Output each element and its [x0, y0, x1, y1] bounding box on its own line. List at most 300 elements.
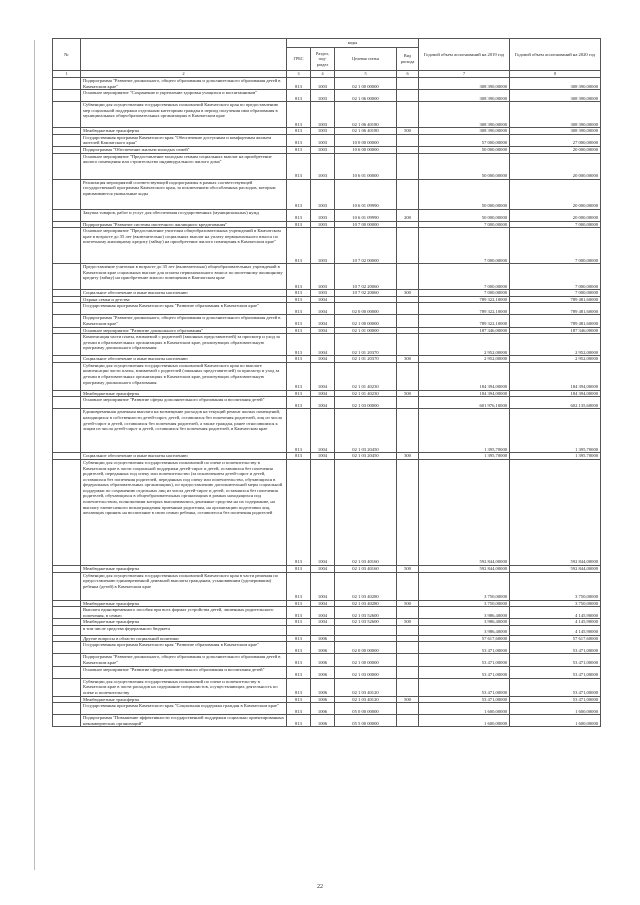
row-section-cell: 1003 — [311, 179, 335, 209]
row-grbs-cell: 813 — [287, 90, 311, 102]
colnum: 5 — [335, 71, 397, 78]
row-name-cell: Подпрограмма "Повышение эффективности государственной поддержки социально ориентированных некоммерческих организаций" — [81, 715, 287, 727]
row-expense-type-cell — [397, 296, 419, 303]
row-2019-cell: 2 952,00000 — [419, 356, 510, 363]
row-target-article-cell: 02 1 01 40230 — [335, 390, 397, 397]
row-grbs-cell: 813 — [287, 715, 311, 727]
row-2020-cell: 20 000,00000 — [510, 209, 601, 221]
row-name-cell: Подпрограмма "Развитие дошкольного, общего образования и дополнительного образования детей в Камчатском крае" — [81, 315, 287, 327]
row-section-cell: 1004 — [311, 327, 335, 334]
row-section-cell: 1004 — [311, 296, 335, 303]
table-row — [53, 642, 601, 654]
row-section-cell: 1004 — [311, 397, 335, 409]
header-2020: Годовой объем ассигнований на 2020 год — [510, 39, 601, 71]
row-2019-cell: 50 000,00000 — [419, 153, 510, 179]
row-expense-type-cell — [397, 715, 419, 727]
row-name-cell: Государственная программа Камчатского края "Социальная поддержка граждан в Камчатском крае" — [81, 703, 287, 715]
row-2020-cell: 1 395,70000 — [510, 453, 601, 460]
row-section-cell: 1004 — [311, 356, 335, 363]
colnum: 7 — [419, 71, 510, 78]
row-2019-cell: 57 000,00000 — [419, 134, 510, 146]
row-target-article-cell: 02 1 01 20370 — [335, 334, 397, 356]
row-grbs-cell: 813 — [287, 102, 311, 128]
row-2019-cell: 7 000,00000 — [419, 290, 510, 297]
row-2019-cell: 184 394,00000 — [419, 362, 510, 390]
row-2020-cell: 3 750,00000 — [510, 600, 601, 607]
row-2020-cell: 789 481,60000 — [510, 296, 601, 303]
row-name-cell: Государственная программа Камчатского края "Развитие образования в Камчатском крае" — [81, 642, 287, 654]
row-2020-cell: 7 000,00000 — [510, 228, 601, 264]
row-section-cell: 1004 — [311, 303, 335, 315]
row-2020-cell: 1 395,70000 — [510, 409, 601, 453]
table-body — [53, 78, 601, 727]
row-2020-cell: 2 952,00000 — [510, 334, 601, 356]
row-section-cell: 1003 — [311, 264, 335, 290]
row-name-cell: Государственная программа Камчатского края "Развитие образования в Камчатском крае" — [81, 303, 287, 315]
row-section-cell: 1004 — [311, 362, 335, 390]
row-2020-cell: 53 471,00000 — [510, 666, 601, 678]
row-section-cell: 1006 — [311, 696, 335, 703]
header-section: Раздел, под-раздел — [311, 48, 335, 71]
row-2019-cell: 308 390,00000 — [419, 102, 510, 128]
row-2020-cell: 3 750,00000 — [510, 572, 601, 600]
row-target-article-cell: 10 6 00 00000 — [335, 146, 397, 153]
row-grbs-cell: 813 — [287, 290, 311, 297]
row-2019-cell: 308 390,00000 — [419, 90, 510, 102]
row-target-article-cell: 10 6 01 09990 — [335, 209, 397, 221]
row-2019-cell: 2 952,00000 — [419, 334, 510, 356]
row-target-article-cell: 02 1 03 52600 — [335, 619, 397, 626]
table-row — [53, 290, 601, 297]
row-name-cell: Субвенции для осуществления государственных полномочий Камчатского края по выплате компенсации части платы, взимаемой с родителей (законных представителей) за присмотр и уход за детьми в образовательных организациях в Камчатском крае, реализующих образовательную программу дошкольного образования — [81, 362, 287, 390]
row-section-cell: 1003 — [311, 146, 335, 153]
row-section-cell: 1003 — [311, 78, 335, 90]
row-section-cell: 1004 — [311, 334, 335, 356]
column-number-row — [53, 71, 601, 78]
table-row — [53, 600, 601, 607]
row-2019-cell: 53 471,00000 — [419, 678, 510, 696]
row-name-cell: Субвенции для осуществления государственных полномочий по опеке и попечительству в Камчатском крае в части расходов на содержание специалистов, осуществляющих деятельность по опеке и попечительству — [81, 678, 287, 696]
row-expense-type-cell: 300 — [397, 290, 419, 297]
row-2020-cell: 1 600,00000 — [510, 715, 601, 727]
row-expense-type-cell: 500 — [397, 619, 419, 626]
row-target-article-cell: 10 7 02 00000 — [335, 228, 397, 264]
row-grbs-cell: 813 — [287, 390, 311, 397]
row-expense-type-cell — [397, 654, 419, 666]
row-grbs-cell: 813 — [287, 179, 311, 209]
row-target-article-cell — [335, 625, 397, 635]
row-target-article-cell: 10 0 00 00000 — [335, 134, 397, 146]
row-grbs-cell: 813 — [287, 356, 311, 363]
row-expense-type-cell — [397, 303, 419, 315]
row-2019-cell: 1 395,70000 — [419, 453, 510, 460]
table-row — [53, 327, 601, 334]
table-row — [53, 334, 601, 356]
row-2020-cell: 7 000,00000 — [510, 290, 601, 297]
row-section-cell: 1003 — [311, 128, 335, 135]
row-grbs-cell: 813 — [287, 303, 311, 315]
row-2019-cell: 50 000,00000 — [419, 209, 510, 221]
row-expense-type-cell — [397, 678, 419, 696]
row-grbs-cell: 813 — [287, 654, 311, 666]
table-row — [53, 102, 601, 128]
row-target-article-cell: 02 1 00 00000 — [335, 654, 397, 666]
header-2019: Годовой объем ассигнований на 2019 год — [419, 39, 510, 71]
row-name-cell: Социальное обеспечение и иные выплаты населению — [81, 453, 287, 460]
row-2019-cell: 592 844,00000 — [419, 565, 510, 572]
row-grbs-cell: 813 — [287, 397, 311, 409]
row-2020-cell: 2 952,00000 — [510, 356, 601, 363]
row-number-cell — [53, 221, 81, 228]
row-expense-type-cell: 500 — [397, 390, 419, 397]
row-name-cell: Другие вопросы в области социальной политики — [81, 635, 287, 642]
row-number-cell — [53, 600, 81, 607]
budget-table — [52, 38, 601, 727]
table-row — [53, 264, 601, 290]
table-row — [53, 715, 601, 727]
row-number-cell — [53, 264, 81, 290]
row-grbs-cell: 813 — [287, 678, 311, 696]
row-grbs-cell: 813 — [287, 635, 311, 642]
row-grbs-cell: 813 — [287, 619, 311, 626]
row-target-article-cell: 02 0 00 00000 — [335, 303, 397, 315]
row-2020-cell: 53 471,00000 — [510, 642, 601, 654]
row-number-cell — [53, 153, 81, 179]
header-name — [81, 39, 287, 71]
row-number-cell — [53, 696, 81, 703]
row-expense-type-cell: 500 — [397, 128, 419, 135]
row-expense-type-cell — [397, 228, 419, 264]
row-grbs-cell: 813 — [287, 565, 311, 572]
row-number-cell — [53, 179, 81, 209]
row-number-cell — [53, 715, 81, 727]
row-target-article-cell: 02 1 03 40120 — [335, 696, 397, 703]
row-number-cell — [53, 409, 81, 453]
row-section-cell: 1006 — [311, 678, 335, 696]
table-row — [53, 146, 601, 153]
row-number-cell — [53, 78, 81, 90]
row-name-cell: Субвенции для осуществления государственных полномочий Камчатского края в части решения по предоставлению единовременной денежной выплаты гражданам, усыновившим (удочерившим) ребенка (детей) в Камчатском крае — [81, 572, 287, 600]
row-grbs-cell: 813 — [287, 78, 311, 90]
row-expense-type-cell — [397, 334, 419, 356]
row-section-cell: 1004 — [311, 572, 335, 600]
row-2020-cell: 184 394,00000 — [510, 390, 601, 397]
row-number-cell — [53, 635, 81, 642]
row-target-article-cell: 02 1 00 00000 — [335, 78, 397, 90]
row-name-cell: Межбюджетные трансферты — [81, 600, 287, 607]
row-target-article-cell: 02 0 00 00000 — [335, 642, 397, 654]
row-grbs-cell: 813 — [287, 228, 311, 264]
scan-edge-line — [34, 40, 35, 870]
row-grbs-cell: 813 — [287, 209, 311, 221]
row-expense-type-cell — [397, 625, 419, 635]
colnum: 2 — [81, 71, 287, 78]
row-expense-type-cell — [397, 397, 419, 409]
table-row — [53, 696, 601, 703]
row-number-cell — [53, 607, 81, 619]
row-number-cell — [53, 572, 81, 600]
row-expense-type-cell — [397, 703, 419, 715]
row-section-cell: 1006 — [311, 654, 335, 666]
row-section-cell: 1006 — [311, 703, 335, 715]
row-2020-cell: 57 617,60000 — [510, 635, 601, 642]
row-2019-cell: 3 750,00000 — [419, 572, 510, 600]
row-target-article-cell: 10 6 01 09990 — [335, 179, 397, 209]
row-expense-type-cell — [397, 221, 419, 228]
row-grbs-cell: 813 — [287, 459, 311, 565]
table-row — [53, 572, 601, 600]
row-section-cell: 1004 — [311, 459, 335, 565]
table-row — [53, 221, 601, 228]
row-number-cell — [53, 303, 81, 315]
row-2019-cell: 7 000,00000 — [419, 264, 510, 290]
row-2020-cell: 53 471,00000 — [510, 678, 601, 696]
table-row — [53, 78, 601, 90]
row-expense-type-cell — [397, 666, 419, 678]
row-2019-cell: 592 844,00000 — [419, 459, 510, 565]
row-expense-type-cell — [397, 327, 419, 334]
row-section-cell: 1003 — [311, 90, 335, 102]
table-row — [53, 390, 601, 397]
row-number-cell — [53, 296, 81, 303]
row-section-cell: 1003 — [311, 102, 335, 128]
row-2020-cell: 592 844,00000 — [510, 459, 601, 565]
row-2019-cell: 7 000,00000 — [419, 221, 510, 228]
row-2019-cell: 57 617,60000 — [419, 635, 510, 642]
table-row — [53, 303, 601, 315]
row-name-cell: Основное мероприятие "Предоставление молодым семьям социальных выплат на приобретение жилого помещения или строительство индивидуального жилого дома" — [81, 153, 287, 179]
row-target-article-cell: 02 1 06 40180 — [335, 128, 397, 135]
row-number-cell — [53, 703, 81, 715]
row-number-cell — [53, 362, 81, 390]
row-number-cell — [53, 327, 81, 334]
row-expense-type-cell: 300 — [397, 356, 419, 363]
row-2020-cell: 7 000,00000 — [510, 264, 601, 290]
row-number-cell — [53, 209, 81, 221]
colnum: 4 — [311, 71, 335, 78]
row-2019-cell: 53 471,00000 — [419, 642, 510, 654]
table-row — [53, 296, 601, 303]
row-target-article-cell: 05 0 00 00000 — [335, 703, 397, 715]
row-section-cell: 1006 — [311, 642, 335, 654]
table-row — [53, 315, 601, 327]
row-grbs-cell: 813 — [287, 334, 311, 356]
row-grbs-cell: 813 — [287, 146, 311, 153]
colnum: 1 — [53, 71, 81, 78]
table-row — [53, 654, 601, 666]
row-grbs-cell: 813 — [287, 315, 311, 327]
row-2019-cell: 789 322,10000 — [419, 296, 510, 303]
row-section-cell: 1004 — [311, 600, 335, 607]
row-2019-cell: 1 600,00000 — [419, 703, 510, 715]
row-2019-cell: 1 395,70000 — [419, 409, 510, 453]
row-2019-cell: 601 976,10000 — [419, 397, 510, 409]
row-target-article-cell: 02 1 03 52600 — [335, 607, 397, 619]
row-name-cell: Социальное обеспечение и иные выплаты населению — [81, 356, 287, 363]
row-name-cell: Социальное обеспечение и иные выплаты населению — [81, 290, 287, 297]
row-number-cell — [53, 134, 81, 146]
table-row — [53, 607, 601, 619]
row-number-cell — [53, 90, 81, 102]
row-2020-cell: 184 394,00000 — [510, 362, 601, 390]
row-2020-cell: 4 145,90000 — [510, 625, 601, 635]
table-row — [53, 625, 601, 635]
row-target-article-cell: 02 1 03 40280 — [335, 600, 397, 607]
header-number: № — [53, 39, 81, 71]
row-section-cell: 1006 — [311, 666, 335, 678]
page-number: 22 — [317, 884, 323, 890]
row-name-cell: Основное мероприятие "Предоставление учителям общеобразовательных учреждений в Камчатском крае в возрасте до 35 лет (включительно) социальных выплат на уплату первоначального взноса по ипотечному жилищному кредиту (займу) на приобретение жилого помещения в Камчатском крае" — [81, 228, 287, 264]
row-name-cell: Межбюджетные трансферты — [81, 619, 287, 626]
table-row — [53, 453, 601, 460]
row-grbs-cell: 813 — [287, 327, 311, 334]
row-2020-cell: 4 145,90000 — [510, 619, 601, 626]
row-number-cell — [53, 290, 81, 297]
row-number-cell — [53, 565, 81, 572]
row-expense-type-cell: 300 — [397, 453, 419, 460]
row-section-cell: 1004 — [311, 390, 335, 397]
row-section-cell: 1004 — [311, 619, 335, 626]
row-grbs-cell: 813 — [287, 666, 311, 678]
row-2020-cell: 20 000,00000 — [510, 153, 601, 179]
row-2019-cell: 3 986,40000 — [419, 607, 510, 619]
table-row — [53, 209, 601, 221]
row-name-cell: Подпрограмма "Развитие дошкольного, общего образования и дополнительного образования детей в Камчатском крае" — [81, 654, 287, 666]
row-2020-cell: 308 390,00000 — [510, 102, 601, 128]
row-expense-type-cell: 500 — [397, 565, 419, 572]
row-expense-type-cell — [397, 459, 419, 565]
row-number-cell — [53, 666, 81, 678]
row-2020-cell: 789 481,60000 — [510, 303, 601, 315]
table-row — [53, 134, 601, 146]
row-name-cell: Подпрограмма "Обеспечение жильем молодых семей" — [81, 146, 287, 153]
row-number-cell — [53, 128, 81, 135]
row-expense-type-cell — [397, 153, 419, 179]
row-2020-cell: 308 390,00000 — [510, 128, 601, 135]
row-section-cell: 1006 — [311, 635, 335, 642]
row-2019-cell: 789 322,10000 — [419, 303, 510, 315]
row-target-article-cell: 02 1 03 40280 — [335, 572, 397, 600]
row-name-cell: Межбюджетные трансферты — [81, 696, 287, 703]
row-section-cell: 1006 — [311, 715, 335, 727]
row-name-cell: Межбюджетные трансферты — [81, 565, 287, 572]
row-2020-cell: 7 000,00000 — [510, 221, 601, 228]
row-section-cell — [311, 625, 335, 635]
row-2019-cell: 53 471,00000 — [419, 654, 510, 666]
row-target-article-cell: 02 1 06 40180 — [335, 102, 397, 128]
row-target-article-cell: 02 1 03 20450 — [335, 409, 397, 453]
table-row — [53, 459, 601, 565]
row-number-cell — [53, 678, 81, 696]
row-expense-type-cell — [397, 179, 419, 209]
row-name-cell: Основное мероприятие "Развитие дошкольного образования" — [81, 327, 287, 334]
row-section-cell: 1004 — [311, 565, 335, 572]
row-expense-type-cell — [397, 315, 419, 327]
budget-table-sheet — [52, 38, 600, 727]
table-row — [53, 362, 601, 390]
row-2019-cell: 308 390,00000 — [419, 78, 510, 90]
row-section-cell: 1004 — [311, 409, 335, 453]
row-name-cell: Межбюджетные трансферты — [81, 128, 287, 135]
row-grbs-cell — [287, 625, 311, 635]
row-expense-type-cell — [397, 362, 419, 390]
row-name-cell: Подпрограмма "Развитие дошкольного, общего образования и дополнительного образования детей в Камчатском крае" — [81, 78, 287, 90]
row-2020-cell: 789 481,60000 — [510, 315, 601, 327]
table-row — [53, 409, 601, 453]
row-number-cell — [53, 315, 81, 327]
table-row — [53, 153, 601, 179]
table-row — [53, 179, 601, 209]
table-row — [53, 90, 601, 102]
row-number-cell — [53, 459, 81, 565]
row-expense-type-cell — [397, 572, 419, 600]
row-section-cell: 1003 — [311, 221, 335, 228]
row-name-cell: Основное мероприятие "Развитие сферы дополнительного образования и воспитания детей" — [81, 666, 287, 678]
row-2020-cell: 20 000,00000 — [510, 146, 601, 153]
row-2019-cell: 3 986,40000 — [419, 625, 510, 635]
row-grbs-cell: 813 — [287, 264, 311, 290]
table-row — [53, 228, 601, 264]
row-number-cell — [53, 625, 81, 635]
row-expense-type-cell: 500 — [397, 600, 419, 607]
row-number-cell — [53, 642, 81, 654]
row-target-article-cell: 02 1 03 40120 — [335, 678, 397, 696]
row-target-article-cell: 02 1 03 40160 — [335, 459, 397, 565]
row-number-cell — [53, 334, 81, 356]
row-expense-type-cell: 500 — [397, 696, 419, 703]
row-name-cell: Основное мероприятие "Сохранение и укрепление здоровья учащихся и воспитанников" — [81, 90, 287, 102]
row-2019-cell: 3 986,40000 — [419, 619, 510, 626]
row-target-article-cell: 02 1 01 40230 — [335, 362, 397, 390]
row-expense-type-cell — [397, 409, 419, 453]
row-2020-cell: 1 600,00000 — [510, 703, 601, 715]
row-expense-type-cell — [397, 264, 419, 290]
row-target-article-cell — [335, 296, 397, 303]
table-row — [53, 678, 601, 696]
row-2019-cell: 1 600,00000 — [419, 715, 510, 727]
row-grbs-cell: 813 — [287, 128, 311, 135]
row-2020-cell: 308 390,00000 — [510, 90, 601, 102]
row-target-article-cell: 02 1 00 00000 — [335, 315, 397, 327]
row-target-article-cell: 02 1 01 00000 — [335, 327, 397, 334]
row-grbs-cell: 813 — [287, 409, 311, 453]
row-expense-type-cell — [397, 635, 419, 642]
row-number-cell — [53, 146, 81, 153]
row-name-cell: Охрана семьи и детства — [81, 296, 287, 303]
row-number-cell — [53, 228, 81, 264]
row-2019-cell: 50 000,00000 — [419, 146, 510, 153]
table-row — [53, 565, 601, 572]
row-name-cell: Предоставление учителям в возрасте до 35 лет (включительно) общеобразовательных учреждений в Камчатском крае социальных выплат для оплаты первоначального взноса по ипотечному жилищному кредиту (займу) на приобретение жилого помещения в Камчатском крае — [81, 264, 287, 290]
header-codes-group: коды — [287, 39, 419, 48]
row-name-cell: Реализация мероприятий соответствующей подпрограммы в рамках соответствующей государственной программы Камчатского края, за исключением обособленных расходов, которым присваиваются уникальные коды — [81, 179, 287, 209]
row-name-cell: Государственная программа Камчатского края "Обеспечение доступным и комфортным жильем жителей Камчатского края" — [81, 134, 287, 146]
row-2020-cell: 187 346,00000 — [510, 327, 601, 334]
colnum: 8 — [510, 71, 601, 78]
table-row — [53, 128, 601, 135]
row-grbs-cell: 813 — [287, 296, 311, 303]
table-row — [53, 703, 601, 715]
row-number-cell — [53, 453, 81, 460]
row-expense-type-cell: 200 — [397, 209, 419, 221]
row-name-cell: Субвенции для осуществления государственных полномочий Камчатского края по предоставлению мер социальной поддержки отдельным категориям граждан в период получения ими образования в муниципальных общеобразовательных организациях в Камчатском крае — [81, 102, 287, 128]
row-2019-cell: 50 000,00000 — [419, 179, 510, 209]
row-target-article-cell: 02 1 06 00000 — [335, 90, 397, 102]
row-name-cell: Закупка товаров, работ и услуг для обеспечения государственных (муниципальных) нужд — [81, 209, 287, 221]
row-number-cell — [53, 654, 81, 666]
row-target-article-cell: 10 7 02 20060 — [335, 264, 397, 290]
row-name-cell: Единовременная денежная выплата на возмещение расходов на текущий ремонт жилых помещений, находящихся в собственности детей-сирот, детей, оставшихся без попечения родителей, лиц из числа детей-сирот и детей, оставшихся без попечения родителей, а также граждан, ранее относившихся к лицам из числа детей-сирот и детей, оставшихся без попечения родителей, в Камчатском крае — [81, 409, 287, 453]
